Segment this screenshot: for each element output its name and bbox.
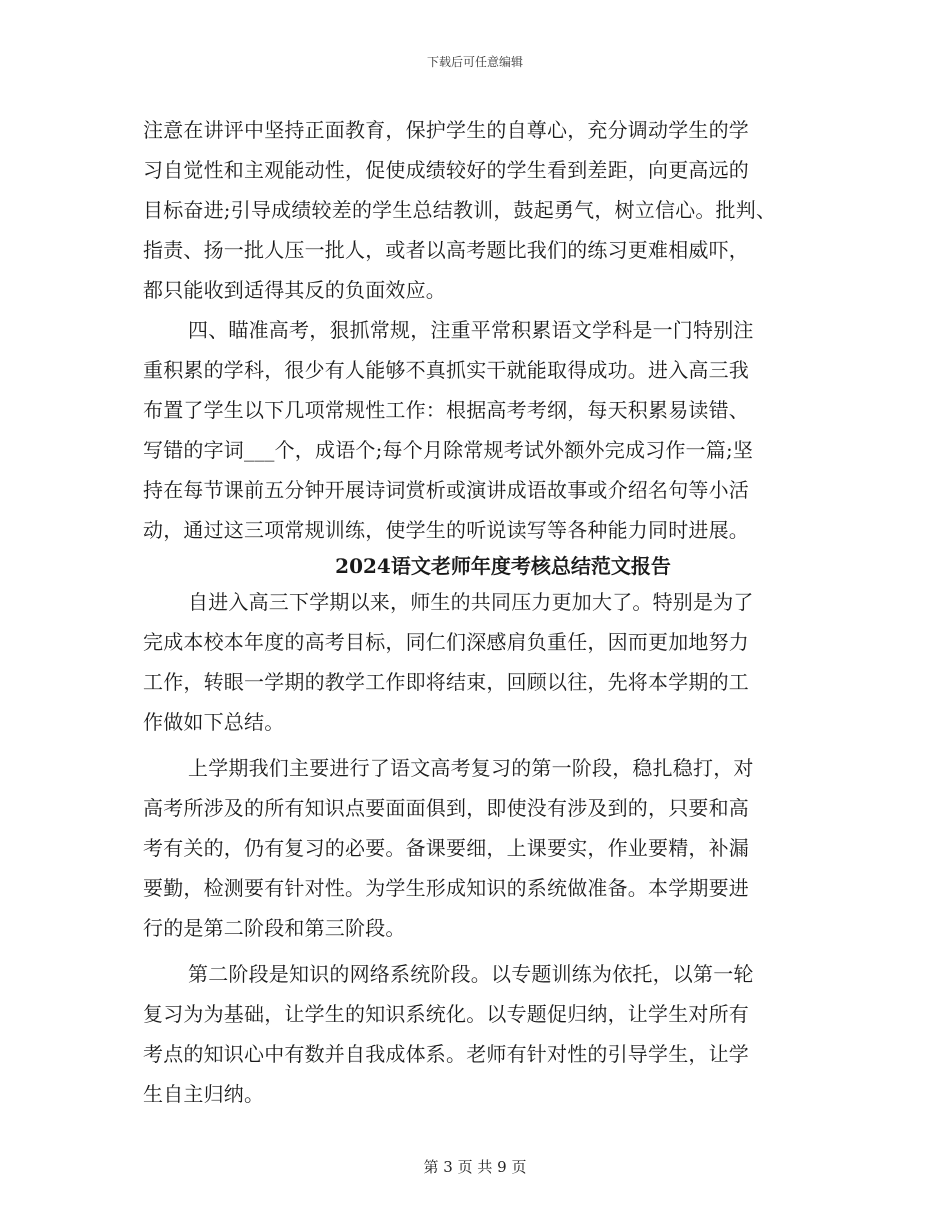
document-body (143, 110, 823, 1114)
text-line: 第二阶段是知识的网络系统阶段。以专题训练为依托，以第一轮 (188, 962, 754, 986)
text-line: 作做如下总结。 (143, 710, 285, 734)
page-number: 第 3 页 共 9 页 (423, 1158, 527, 1176)
text-line: 目标奋进;引导成绩较差的学生总结教训，鼓起勇气，树立信心。批判、 (143, 198, 777, 222)
text-line: 高考所涉及的所有知识点要面面俱到，即使没有涉及到的，只要和高 (143, 796, 749, 820)
text-line: 动，通过这三项常规训练，使学生的听说读写等各种能力同时进展。 (143, 518, 749, 542)
text-line: 考有关的，仍有复习的必要。备课要细，上课要实，作业要精，补漏 (143, 836, 749, 860)
text-line: 注意在讲评中坚持正面教育，保护学生的自尊心，充分调动学生的学 (143, 118, 749, 142)
page-header: 下载后可任意编辑 (426, 55, 523, 69)
text-line: 重积累的学科，很少有人能够不真抓实干就能取得成功。进入高三我 (143, 358, 749, 382)
text-line: 行的是第二阶段和第三阶段。 (143, 916, 406, 940)
text-line: 写错的字词___个，成语个;每个月除常规考试外额外完成习作一篇;坚 (143, 438, 754, 462)
paragraph-routine (143, 310, 823, 550)
text-line: 工作，转眼一学期的教学工作即将结束，回顾以往，先将本学期的工 (143, 670, 749, 694)
paragraph-feedback (143, 110, 823, 310)
text-line: 复习为为基础，让学生的知识系统化。以专题促归纳，让学生对所有 (143, 1002, 749, 1026)
text-line: 上学期我们主要进行了语文高考复习的第一阶段，稳扎稳打，对 (188, 756, 754, 780)
paragraph-intro (143, 582, 823, 742)
report-title: 2024语文老师年度考核总结范文报告 (335, 554, 671, 578)
text-line: 完成本校本年度的高考目标，同仁们深感肩负重任，因而更加地努力 (143, 630, 749, 654)
text-line: 指责、扬一批人压一批人，或者以高考题比我们的练习更难相威吓， (143, 238, 749, 262)
text-line: 布置了学生以下几项常规性工作：根据高考考纲，每天积累易读错、 (143, 398, 749, 422)
paragraph-first-stage (143, 748, 823, 948)
paragraph-second-stage (143, 954, 823, 1114)
text-line: 自进入高三下学期以来，师生的共同压力更加大了。特别是为了 (188, 590, 754, 614)
text-line: 持在每节课前五分钟开展诗词赏析或演讲成语故事或介绍名句等小活 (143, 478, 749, 502)
text-line: 习自觉性和主观能动性，促使成绩较好的学生看到差距，向更高远的 (143, 158, 749, 182)
text-line: 四、瞄准高考，狠抓常规，注重平常积累语文学科是一门特别注 (188, 318, 754, 342)
text-line: 考点的知识心中有数并自我成体系。老师有针对性的引导学生，让学 (143, 1042, 749, 1066)
text-line: 要勤，检测要有针对性。为学生形成知识的系统做准备。本学期要进 (143, 876, 749, 900)
text-line: 生自主归纳。 (143, 1082, 265, 1106)
text-line: 都只能收到适得其反的负面效应。 (143, 278, 446, 302)
